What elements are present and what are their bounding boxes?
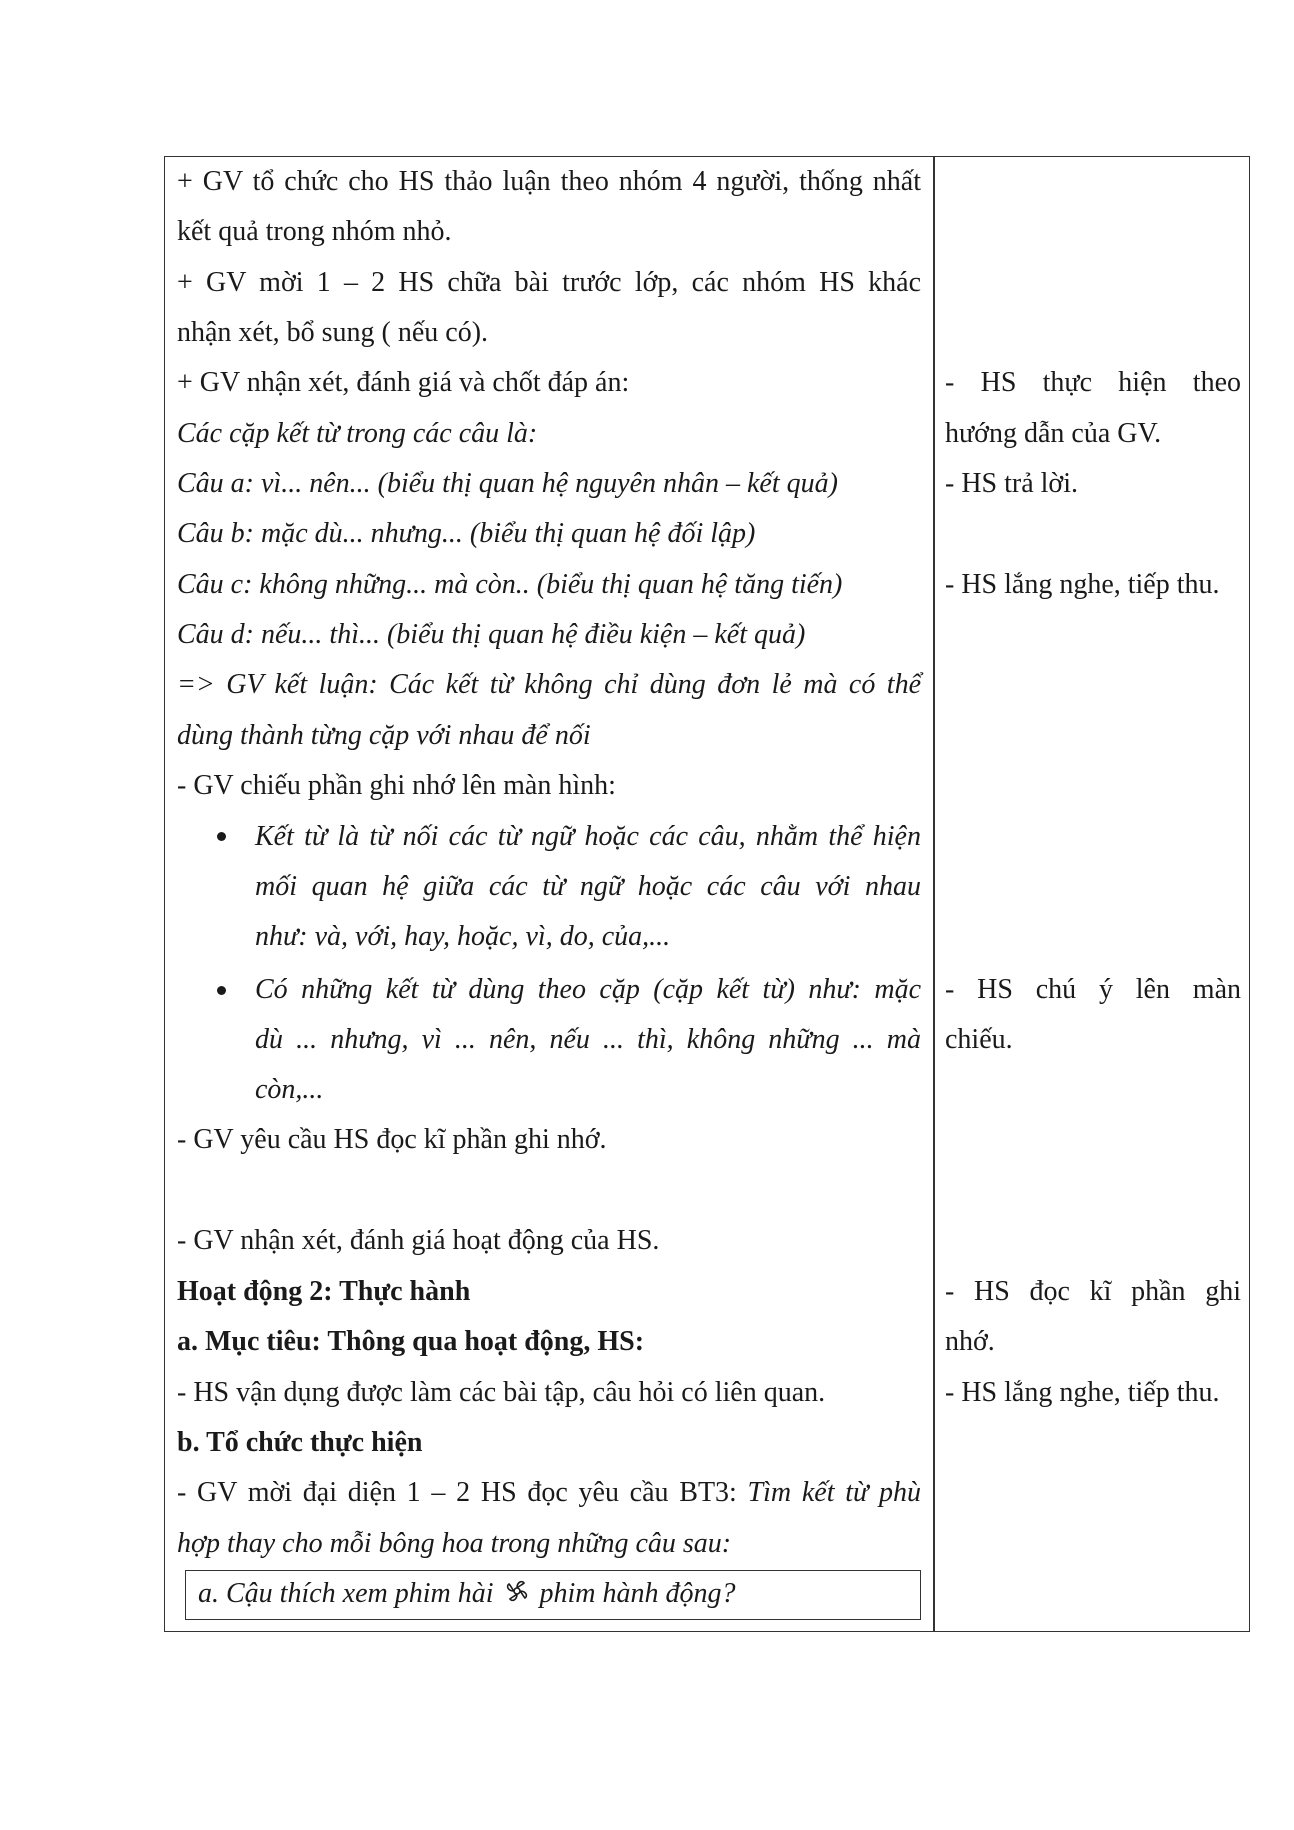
text-line: nhớ. [945, 1326, 995, 1357]
section-heading: Hoạt động 2: Thực hành [177, 1276, 471, 1307]
text-line: Có những kết từ dùng theo cặp (cặp kết từ) như: mặc [255, 974, 921, 1005]
text-line [177, 1468, 921, 1518]
text-line: như: và, với, hay, hoặc, vì, do, của,... [255, 921, 671, 952]
text-line: - HS lắng nghe, tiếp thu. [945, 1377, 1220, 1408]
text-run: - GV mời đại diện 1 – 2 HS đọc yêu cầu BT3: [177, 1477, 748, 1508]
text-line: - HS thực hiện theo [945, 367, 1241, 398]
text-line: - GV nhận xét, đánh giá hoạt động của HS. [177, 1225, 660, 1256]
lesson-table [164, 156, 1250, 1632]
text-line: hướng dẫn của GV. [945, 418, 1162, 449]
text-line: - GV chiếu phần ghi nhớ lên màn hình: [177, 770, 616, 801]
section-heading: b. Tổ chức thực hiện [177, 1427, 423, 1458]
text-line: nhận xét, bổ sung ( nếu có). [177, 317, 489, 348]
text-line: Các cặp kết từ trong các câu là: [177, 418, 538, 449]
text-line: Kết từ là từ nối các từ ngữ hoặc các câu, nhằm thể hiện [255, 821, 921, 852]
text-line: - HS lắng nghe, tiếp thu. [945, 569, 1220, 600]
text-line: - HS chú ý lên màn [945, 974, 1241, 1005]
bullet-point [217, 832, 226, 841]
column-divider [933, 157, 935, 1631]
section-heading: a. Mục tiêu: Thông qua hoạt động, HS: [177, 1326, 645, 1357]
text-line: Câu b: mặc dù... nhưng... (biểu thị quan hệ đối lập) [177, 518, 756, 549]
text-line: kết quả trong nhóm nhỏ. [177, 216, 452, 247]
text-line: Câu a: vì... nên... (biểu thị quan hệ nguyên nhân – kết quả) [177, 468, 838, 499]
text-line: - HS trả lời. [945, 468, 1079, 499]
text-run-italic: Tìm kết từ phù [747, 1477, 921, 1508]
text-line: chiếu. [945, 1024, 1013, 1055]
text-line: - HS vận dụng được làm các bài tập, câu hỏi có liên quan. [177, 1377, 826, 1408]
text-line: còn,... [255, 1074, 324, 1105]
text-line: mối quan hệ giữa các từ ngữ hoặc các câu với nhau [255, 871, 921, 902]
text-line: Câu d: nếu... thì... (biểu thị quan hệ điều kiện – kết quả) [177, 619, 806, 650]
text-line: - GV yêu cầu HS đọc kĩ phần ghi nhớ. [177, 1124, 607, 1155]
text-line: dùng thành từng cặp với nhau để nối [177, 720, 591, 751]
text-run: a. Cậu thích xem phim hài [198, 1578, 494, 1609]
text-line: + GV nhận xét, đánh giá và chốt đáp án: [177, 367, 630, 398]
text-line: Câu c: không những... mà còn.. (biểu thị quan hệ tăng tiến) [177, 569, 843, 600]
text-line: hợp thay cho mỗi bông hoa trong những câu sau: [177, 1528, 732, 1559]
text-line: - HS đọc kĩ phần ghi [945, 1276, 1241, 1307]
text-line: + GV mời 1 – 2 HS chữa bài trước lớp, các nhóm HS khác [177, 267, 921, 298]
text-line: dù ... nhưng, vì ... nên, nếu ... thì, không những ... mà [255, 1024, 921, 1055]
flower-icon [504, 1571, 530, 1621]
exercise-box [185, 1570, 921, 1620]
bullet-point [217, 986, 226, 995]
text-line: => GV kết luận: Các kết từ không chỉ dùng đơn lẻ mà có thể [177, 669, 921, 700]
text-line: + GV tổ chức cho HS thảo luận theo nhóm 4 người, thống nhất [177, 166, 921, 197]
text-run: phim hành động? [539, 1578, 736, 1609]
exercise-sentence [198, 1569, 920, 1619]
